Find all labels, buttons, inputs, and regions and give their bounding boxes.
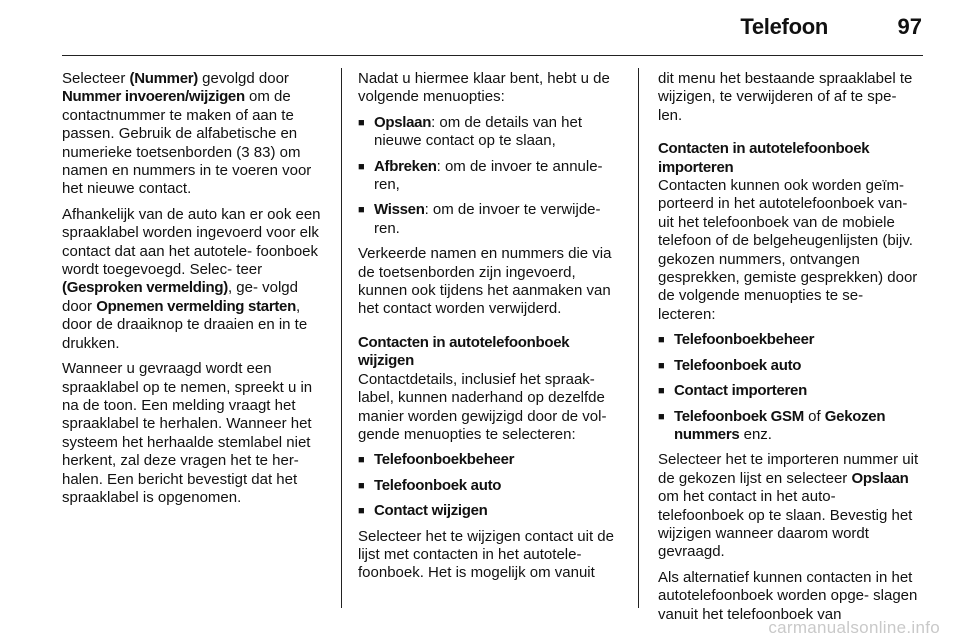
watermark: carmanualsonline.info <box>768 618 940 637</box>
header-rule <box>62 55 923 56</box>
page-number: 97 <box>897 14 922 39</box>
column-divider-1 <box>341 68 342 608</box>
paragraph-delete-info: Verkeerde namen en nummers die via de toetsenborden zijn ingevoerd, kunnen ook tijdens het aanmaken van het contact worden verwijderd. <box>358 245 612 318</box>
paragraph-edit-body: Contactdetails, inclusief het spraak‐ label, kunnen naderhand op dezelfde manier worden gewijzigd door de vol‐ gende menuopties te selecteren: <box>358 370 607 443</box>
list-item: ■ Telefoonboekbeheer <box>358 451 624 469</box>
column-2 <box>358 70 624 590</box>
menu-path-list <box>658 331 924 444</box>
page-ref-arrow-icon: 3 <box>241 143 250 161</box>
paragraph-recording: Wanneer u gevraagd wordt een spraaklabel op te nemen, spreekt u in na de toon. Een melding vraagt het spraaklabel te herhalen. Wanneer het systeem het herhaalde stemlabel niet herkent, zal deze vragen het te her‐ halen. Een bericht bevestigt dat het spraaklabel is opgenomen. <box>62 360 313 506</box>
menu-path-list <box>358 451 624 520</box>
column-divider-2 <box>638 68 639 608</box>
list-item: ■ Afbreken: om de invoer te annule‐ ren, <box>358 158 624 195</box>
menu-term: Opnemen vermelding starten <box>96 297 296 315</box>
paragraph-options-intro: Nadat u hiermee klaar bent, hebt u de volgende menuopties: <box>358 70 610 106</box>
list-item: ■ Opslaan: om de details van het nieuwe contact op te slaan, <box>358 114 624 151</box>
list-item: ■ Telefoonboek auto <box>658 357 924 375</box>
paragraph-import-body: Contacten kunnen ook worden geïm‐ porteerd in het autotelefoonboek van‐ uit het telefoonboek van de mobiele telefoon of de belgeheugenlijsten (bijv. gekozen nummers, ontvangen gesprekken, gemiste gesprekken) door de volgende menuopties te se‐ lecteren: <box>658 177 918 323</box>
list-item: ■ Telefoonboek GSM of Gekozen nummers enz. <box>658 408 924 445</box>
list-item: ■ Telefoonboek auto <box>358 477 624 495</box>
menu-term: (Gesproken vermelding) <box>62 279 228 297</box>
paragraph-voice-tag: Afhankelijk van de auto kan er ook een spraaklabel worden ingevoerd voor elk contact dat aan het autotele‐ foonboek wordt toegevoegd. Selec‐ teer (Gesproken vermelding), ge‐ volgd door Opnemen vermelding starten, door de draaiknop te draaien en in te drukken. <box>62 205 321 352</box>
column-1 <box>62 70 332 514</box>
page-title: Telefoon <box>740 14 828 39</box>
paragraph-select-import: Selecteer het te importeren nummer uit de gekozen lijst en selecteer Opslaan om het contact in het auto‐ telefoonboek op te slaan. Bevestig het wijzigen wanneer daarom wordt gevraagd. <box>658 451 919 561</box>
paragraph-alternative: Als alternatief kunnen contacten in het autotelefoonboek worden opge‐ slagen vanuit het telefoonboek van <box>658 568 918 623</box>
list-item: ■ Wissen: om de invoer te verwijde‐ ren. <box>358 201 624 238</box>
list-item: ■ Contact wijzigen <box>358 502 624 520</box>
list-item: ■ Contact importeren <box>658 382 924 400</box>
paragraph-select-contact: Selecteer het te wijzigen contact uit de lijst met contacten in het autotele‐ foonboek. Het is mogelijk om vanuit <box>358 527 614 582</box>
list-item: ■ Telefoonboekbeheer <box>658 331 924 349</box>
page-header <box>0 0 960 52</box>
paragraph-number-entry: Selecteer (Nummer) gevolgd door Nummer invoeren/wijzigen om de contactnummer te maken of aan te passen. Gebruik de alfabetische en numerieke toetsenborden (3 83) om namen en nummers in te voeren voor het nieuwe contact. <box>62 70 312 198</box>
column-3 <box>658 70 924 631</box>
paragraph-continued: dit menu het bestaande spraaklabel te wijzigen, te verwijderen of af te spe‐ len. <box>658 70 913 124</box>
menu-term: Nummer invoeren/wijzigen <box>62 88 245 106</box>
section-heading-edit: Contacten in autotelefoonboek wijzigen <box>358 333 570 370</box>
menu-term: (Nummer) <box>129 70 198 87</box>
section-heading-import: Contacten in autotelefoonboek importeren <box>658 140 870 176</box>
options-list <box>358 114 624 238</box>
